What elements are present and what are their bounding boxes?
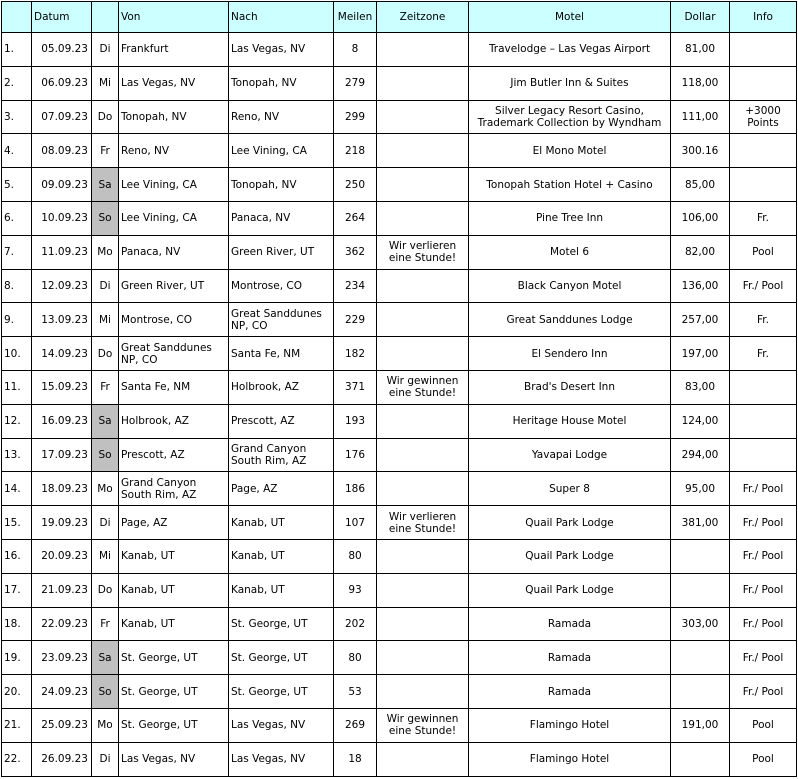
to-cell: Montrose, CO	[229, 269, 334, 303]
from-cell: St. George, UT	[119, 641, 229, 675]
timezone-cell	[377, 303, 469, 337]
info-cell: Fr./ Pool	[730, 506, 797, 540]
header-motel: Motel	[469, 2, 671, 33]
date-cell: 22.09.23	[32, 607, 92, 641]
table-row	[2, 438, 797, 472]
date-cell: 11.09.23	[32, 235, 92, 269]
to-cell: St. George, UT	[229, 607, 334, 641]
date-cell: 14.09.23	[32, 337, 92, 371]
row-number: 17.	[2, 573, 32, 607]
timezone-cell	[377, 573, 469, 607]
weekday-cell: Do	[92, 573, 119, 607]
from-cell: Page, AZ	[119, 506, 229, 540]
price-cell: 124,00	[671, 404, 730, 438]
info-cell: Pool	[730, 235, 797, 269]
info-cell: Fr.	[730, 201, 797, 235]
from-cell: Green River, UT	[119, 269, 229, 303]
weekday-cell: Do	[92, 337, 119, 371]
weekday-cell: Mi	[92, 66, 119, 100]
price-cell	[671, 742, 730, 776]
row-number: 18.	[2, 607, 32, 641]
motel-cell: Flamingo Hotel	[469, 742, 671, 776]
header-row	[2, 2, 797, 33]
info-cell	[730, 168, 797, 202]
date-cell: 25.09.23	[32, 708, 92, 742]
to-cell: Tonopah, NV	[229, 168, 334, 202]
timezone-cell	[377, 607, 469, 641]
from-cell: Montrose, CO	[119, 303, 229, 337]
price-cell: 197,00	[671, 337, 730, 371]
table-row	[2, 607, 797, 641]
from-cell: Panaca, NV	[119, 235, 229, 269]
date-cell: 08.09.23	[32, 134, 92, 168]
table-row	[2, 742, 797, 776]
table-row	[2, 168, 797, 202]
miles-cell: 279	[334, 66, 377, 100]
price-cell: 118,00	[671, 66, 730, 100]
row-number: 6.	[2, 201, 32, 235]
price-cell: 82,00	[671, 235, 730, 269]
row-number: 7.	[2, 235, 32, 269]
miles-cell: 202	[334, 607, 377, 641]
motel-cell: Pine Tree Inn	[469, 201, 671, 235]
weekday-cell: So	[92, 201, 119, 235]
row-number: 2.	[2, 66, 32, 100]
table-row	[2, 303, 797, 337]
to-cell: Great Sanddunes NP, CO	[229, 303, 334, 337]
price-cell: 300.16	[671, 134, 730, 168]
motel-cell: Yavapai Lodge	[469, 438, 671, 472]
info-cell: +3000 Points	[730, 100, 797, 134]
to-cell: Reno, NV	[229, 100, 334, 134]
timezone-cell	[377, 66, 469, 100]
table-row	[2, 201, 797, 235]
timezone-cell	[377, 269, 469, 303]
weekday-cell: Di	[92, 742, 119, 776]
timezone-cell	[377, 134, 469, 168]
weekday-cell: So	[92, 438, 119, 472]
miles-cell: 264	[334, 201, 377, 235]
from-cell: Kanab, UT	[119, 539, 229, 573]
miles-cell: 193	[334, 404, 377, 438]
weekday-cell: Di	[92, 506, 119, 540]
table-row	[2, 269, 797, 303]
price-cell: 294,00	[671, 438, 730, 472]
date-cell: 15.09.23	[32, 370, 92, 404]
motel-cell: Ramada	[469, 641, 671, 675]
header-meilen: Meilen	[334, 2, 377, 33]
price-cell: 85,00	[671, 168, 730, 202]
price-cell: 191,00	[671, 708, 730, 742]
timezone-cell	[377, 168, 469, 202]
row-number: 16.	[2, 539, 32, 573]
row-number: 22.	[2, 742, 32, 776]
weekday-cell: Di	[92, 269, 119, 303]
header-von: Von	[119, 2, 229, 33]
from-cell: Tonopah, NV	[119, 100, 229, 134]
date-cell: 06.09.23	[32, 66, 92, 100]
row-number: 5.	[2, 168, 32, 202]
to-cell: Green River, UT	[229, 235, 334, 269]
table-row	[2, 235, 797, 269]
info-cell: Fr./ Pool	[730, 539, 797, 573]
miles-cell: 18	[334, 742, 377, 776]
info-cell: Fr./ Pool	[730, 675, 797, 709]
from-cell: Santa Fe, NM	[119, 370, 229, 404]
miles-cell: 107	[334, 506, 377, 540]
motel-cell: Silver Legacy Resort Casino, Trademark Collection by Wyndham	[469, 100, 671, 134]
info-cell: Fr./ Pool	[730, 573, 797, 607]
price-cell: 83,00	[671, 370, 730, 404]
timezone-cell	[377, 742, 469, 776]
miles-cell: 93	[334, 573, 377, 607]
miles-cell: 176	[334, 438, 377, 472]
date-cell: 10.09.23	[32, 201, 92, 235]
row-number: 10.	[2, 337, 32, 371]
row-number: 21.	[2, 708, 32, 742]
info-cell: Fr./ Pool	[730, 641, 797, 675]
from-cell: Holbrook, AZ	[119, 404, 229, 438]
from-cell: Frankfurt	[119, 33, 229, 67]
miles-cell: 229	[334, 303, 377, 337]
table-body	[2, 33, 797, 777]
miles-cell: 269	[334, 708, 377, 742]
timezone-cell: Wir verlieren eine Stunde!	[377, 506, 469, 540]
to-cell: Holbrook, AZ	[229, 370, 334, 404]
from-cell: Kanab, UT	[119, 607, 229, 641]
weekday-cell: Sa	[92, 404, 119, 438]
date-cell: 17.09.23	[32, 438, 92, 472]
price-cell: 106,00	[671, 201, 730, 235]
header-nr	[2, 2, 32, 33]
timezone-cell	[377, 404, 469, 438]
from-cell: St. George, UT	[119, 675, 229, 709]
miles-cell: 234	[334, 269, 377, 303]
price-cell	[671, 641, 730, 675]
to-cell: Prescott, AZ	[229, 404, 334, 438]
header-datum: Datum	[32, 2, 92, 33]
table-row	[2, 337, 797, 371]
price-cell: 303,00	[671, 607, 730, 641]
miles-cell: 371	[334, 370, 377, 404]
miles-cell: 250	[334, 168, 377, 202]
table-row	[2, 506, 797, 540]
weekday-cell: Mo	[92, 472, 119, 506]
motel-cell: Quail Park Lodge	[469, 506, 671, 540]
table-row	[2, 675, 797, 709]
table-row	[2, 134, 797, 168]
info-cell	[730, 404, 797, 438]
weekday-cell: Fr	[92, 607, 119, 641]
itinerary-table	[1, 1, 797, 777]
miles-cell: 362	[334, 235, 377, 269]
to-cell: Grand Canyon South Rim, AZ	[229, 438, 334, 472]
motel-cell: Heritage House Motel	[469, 404, 671, 438]
from-cell: Las Vegas, NV	[119, 742, 229, 776]
info-cell	[730, 66, 797, 100]
header-info: Info	[730, 2, 797, 33]
timezone-cell	[377, 337, 469, 371]
row-number: 14.	[2, 472, 32, 506]
row-number: 9.	[2, 303, 32, 337]
table-row	[2, 33, 797, 67]
to-cell: Las Vegas, NV	[229, 33, 334, 67]
weekday-cell: Mi	[92, 539, 119, 573]
to-cell: Lee Vining, CA	[229, 134, 334, 168]
weekday-cell: Mo	[92, 235, 119, 269]
date-cell: 20.09.23	[32, 539, 92, 573]
motel-cell: Ramada	[469, 675, 671, 709]
from-cell: Great Sanddunes NP, CO	[119, 337, 229, 371]
to-cell: Santa Fe, NM	[229, 337, 334, 371]
weekday-cell: Sa	[92, 641, 119, 675]
price-cell	[671, 675, 730, 709]
timezone-cell	[377, 472, 469, 506]
date-cell: 23.09.23	[32, 641, 92, 675]
price-cell	[671, 573, 730, 607]
row-number: 15.	[2, 506, 32, 540]
weekday-cell: So	[92, 675, 119, 709]
miles-cell: 299	[334, 100, 377, 134]
motel-cell: El Mono Motel	[469, 134, 671, 168]
motel-cell: Brad's Desert Inn	[469, 370, 671, 404]
timezone-cell	[377, 539, 469, 573]
to-cell: St. George, UT	[229, 675, 334, 709]
timezone-cell	[377, 641, 469, 675]
table-row	[2, 472, 797, 506]
timezone-cell: Wir verlieren eine Stunde!	[377, 235, 469, 269]
motel-cell: Quail Park Lodge	[469, 539, 671, 573]
info-cell: Fr./ Pool	[730, 607, 797, 641]
info-cell: Fr./ Pool	[730, 472, 797, 506]
weekday-cell: Mo	[92, 708, 119, 742]
to-cell: Kanab, UT	[229, 539, 334, 573]
motel-cell: Quail Park Lodge	[469, 573, 671, 607]
motel-cell: Black Canyon Motel	[469, 269, 671, 303]
from-cell: Kanab, UT	[119, 573, 229, 607]
miles-cell: 80	[334, 539, 377, 573]
table-row	[2, 100, 797, 134]
date-cell: 18.09.23	[32, 472, 92, 506]
header-dollar: Dollar	[671, 2, 730, 33]
to-cell: Kanab, UT	[229, 506, 334, 540]
from-cell: Lee Vining, CA	[119, 201, 229, 235]
row-number: 3.	[2, 100, 32, 134]
info-cell	[730, 370, 797, 404]
table-row	[2, 404, 797, 438]
price-cell: 95,00	[671, 472, 730, 506]
price-cell: 136,00	[671, 269, 730, 303]
from-cell: Las Vegas, NV	[119, 66, 229, 100]
date-cell: 05.09.23	[32, 33, 92, 67]
to-cell: Tonopah, NV	[229, 66, 334, 100]
miles-cell: 218	[334, 134, 377, 168]
to-cell: Las Vegas, NV	[229, 742, 334, 776]
to-cell: Page, AZ	[229, 472, 334, 506]
motel-cell: Flamingo Hotel	[469, 708, 671, 742]
miles-cell: 8	[334, 33, 377, 67]
info-cell	[730, 33, 797, 67]
motel-cell: Jim Butler Inn & Suites	[469, 66, 671, 100]
timezone-cell	[377, 33, 469, 67]
timezone-cell	[377, 675, 469, 709]
date-cell: 09.09.23	[32, 168, 92, 202]
timezone-cell	[377, 100, 469, 134]
to-cell: Panaca, NV	[229, 201, 334, 235]
header-nach: Nach	[229, 2, 334, 33]
motel-cell: Great Sanddunes Lodge	[469, 303, 671, 337]
price-cell: 81,00	[671, 33, 730, 67]
weekday-cell: Sa	[92, 168, 119, 202]
motel-cell: Super 8	[469, 472, 671, 506]
info-cell	[730, 134, 797, 168]
miles-cell: 186	[334, 472, 377, 506]
date-cell: 26.09.23	[32, 742, 92, 776]
info-cell	[730, 438, 797, 472]
motel-cell: Ramada	[469, 607, 671, 641]
price-cell	[671, 539, 730, 573]
row-number: 20.	[2, 675, 32, 709]
motel-cell: Travelodge – Las Vegas Airport	[469, 33, 671, 67]
motel-cell: Tonopah Station Hotel + Casino	[469, 168, 671, 202]
info-cell: Pool	[730, 742, 797, 776]
motel-cell: Motel 6	[469, 235, 671, 269]
timezone-cell	[377, 438, 469, 472]
date-cell: 19.09.23	[32, 506, 92, 540]
timezone-cell	[377, 201, 469, 235]
row-number: 12.	[2, 404, 32, 438]
table-row	[2, 370, 797, 404]
price-cell: 257,00	[671, 303, 730, 337]
from-cell: Reno, NV	[119, 134, 229, 168]
miles-cell: 53	[334, 675, 377, 709]
info-cell: Fr.	[730, 337, 797, 371]
to-cell: St. George, UT	[229, 641, 334, 675]
date-cell: 13.09.23	[32, 303, 92, 337]
date-cell: 12.09.23	[32, 269, 92, 303]
miles-cell: 182	[334, 337, 377, 371]
date-cell: 24.09.23	[32, 675, 92, 709]
date-cell: 07.09.23	[32, 100, 92, 134]
header-zeitzone: Zeitzone	[377, 2, 469, 33]
table-row	[2, 708, 797, 742]
motel-cell: El Sendero Inn	[469, 337, 671, 371]
row-number: 1.	[2, 33, 32, 67]
row-number: 13.	[2, 438, 32, 472]
row-number: 4.	[2, 134, 32, 168]
weekday-cell: Fr	[92, 134, 119, 168]
from-cell: Lee Vining, CA	[119, 168, 229, 202]
row-number: 11.	[2, 370, 32, 404]
info-cell: Fr.	[730, 303, 797, 337]
weekday-cell: Di	[92, 33, 119, 67]
date-cell: 21.09.23	[32, 573, 92, 607]
to-cell: Las Vegas, NV	[229, 708, 334, 742]
timezone-cell: Wir gewinnen eine Stunde!	[377, 370, 469, 404]
table-row	[2, 66, 797, 100]
from-cell: Grand Canyon South Rim, AZ	[119, 472, 229, 506]
from-cell: St. George, UT	[119, 708, 229, 742]
row-number: 8.	[2, 269, 32, 303]
weekday-cell: Mi	[92, 303, 119, 337]
timezone-cell: Wir gewinnen eine Stunde!	[377, 708, 469, 742]
to-cell: Kanab, UT	[229, 573, 334, 607]
table-row	[2, 641, 797, 675]
table-row	[2, 539, 797, 573]
info-cell: Pool	[730, 708, 797, 742]
table-row	[2, 573, 797, 607]
from-cell: Prescott, AZ	[119, 438, 229, 472]
weekday-cell: Do	[92, 100, 119, 134]
info-cell: Fr./ Pool	[730, 269, 797, 303]
date-cell: 16.09.23	[32, 404, 92, 438]
row-number: 19.	[2, 641, 32, 675]
miles-cell: 80	[334, 641, 377, 675]
price-cell: 381,00	[671, 506, 730, 540]
price-cell: 111,00	[671, 100, 730, 134]
header-tag	[92, 2, 119, 33]
weekday-cell: Fr	[92, 370, 119, 404]
